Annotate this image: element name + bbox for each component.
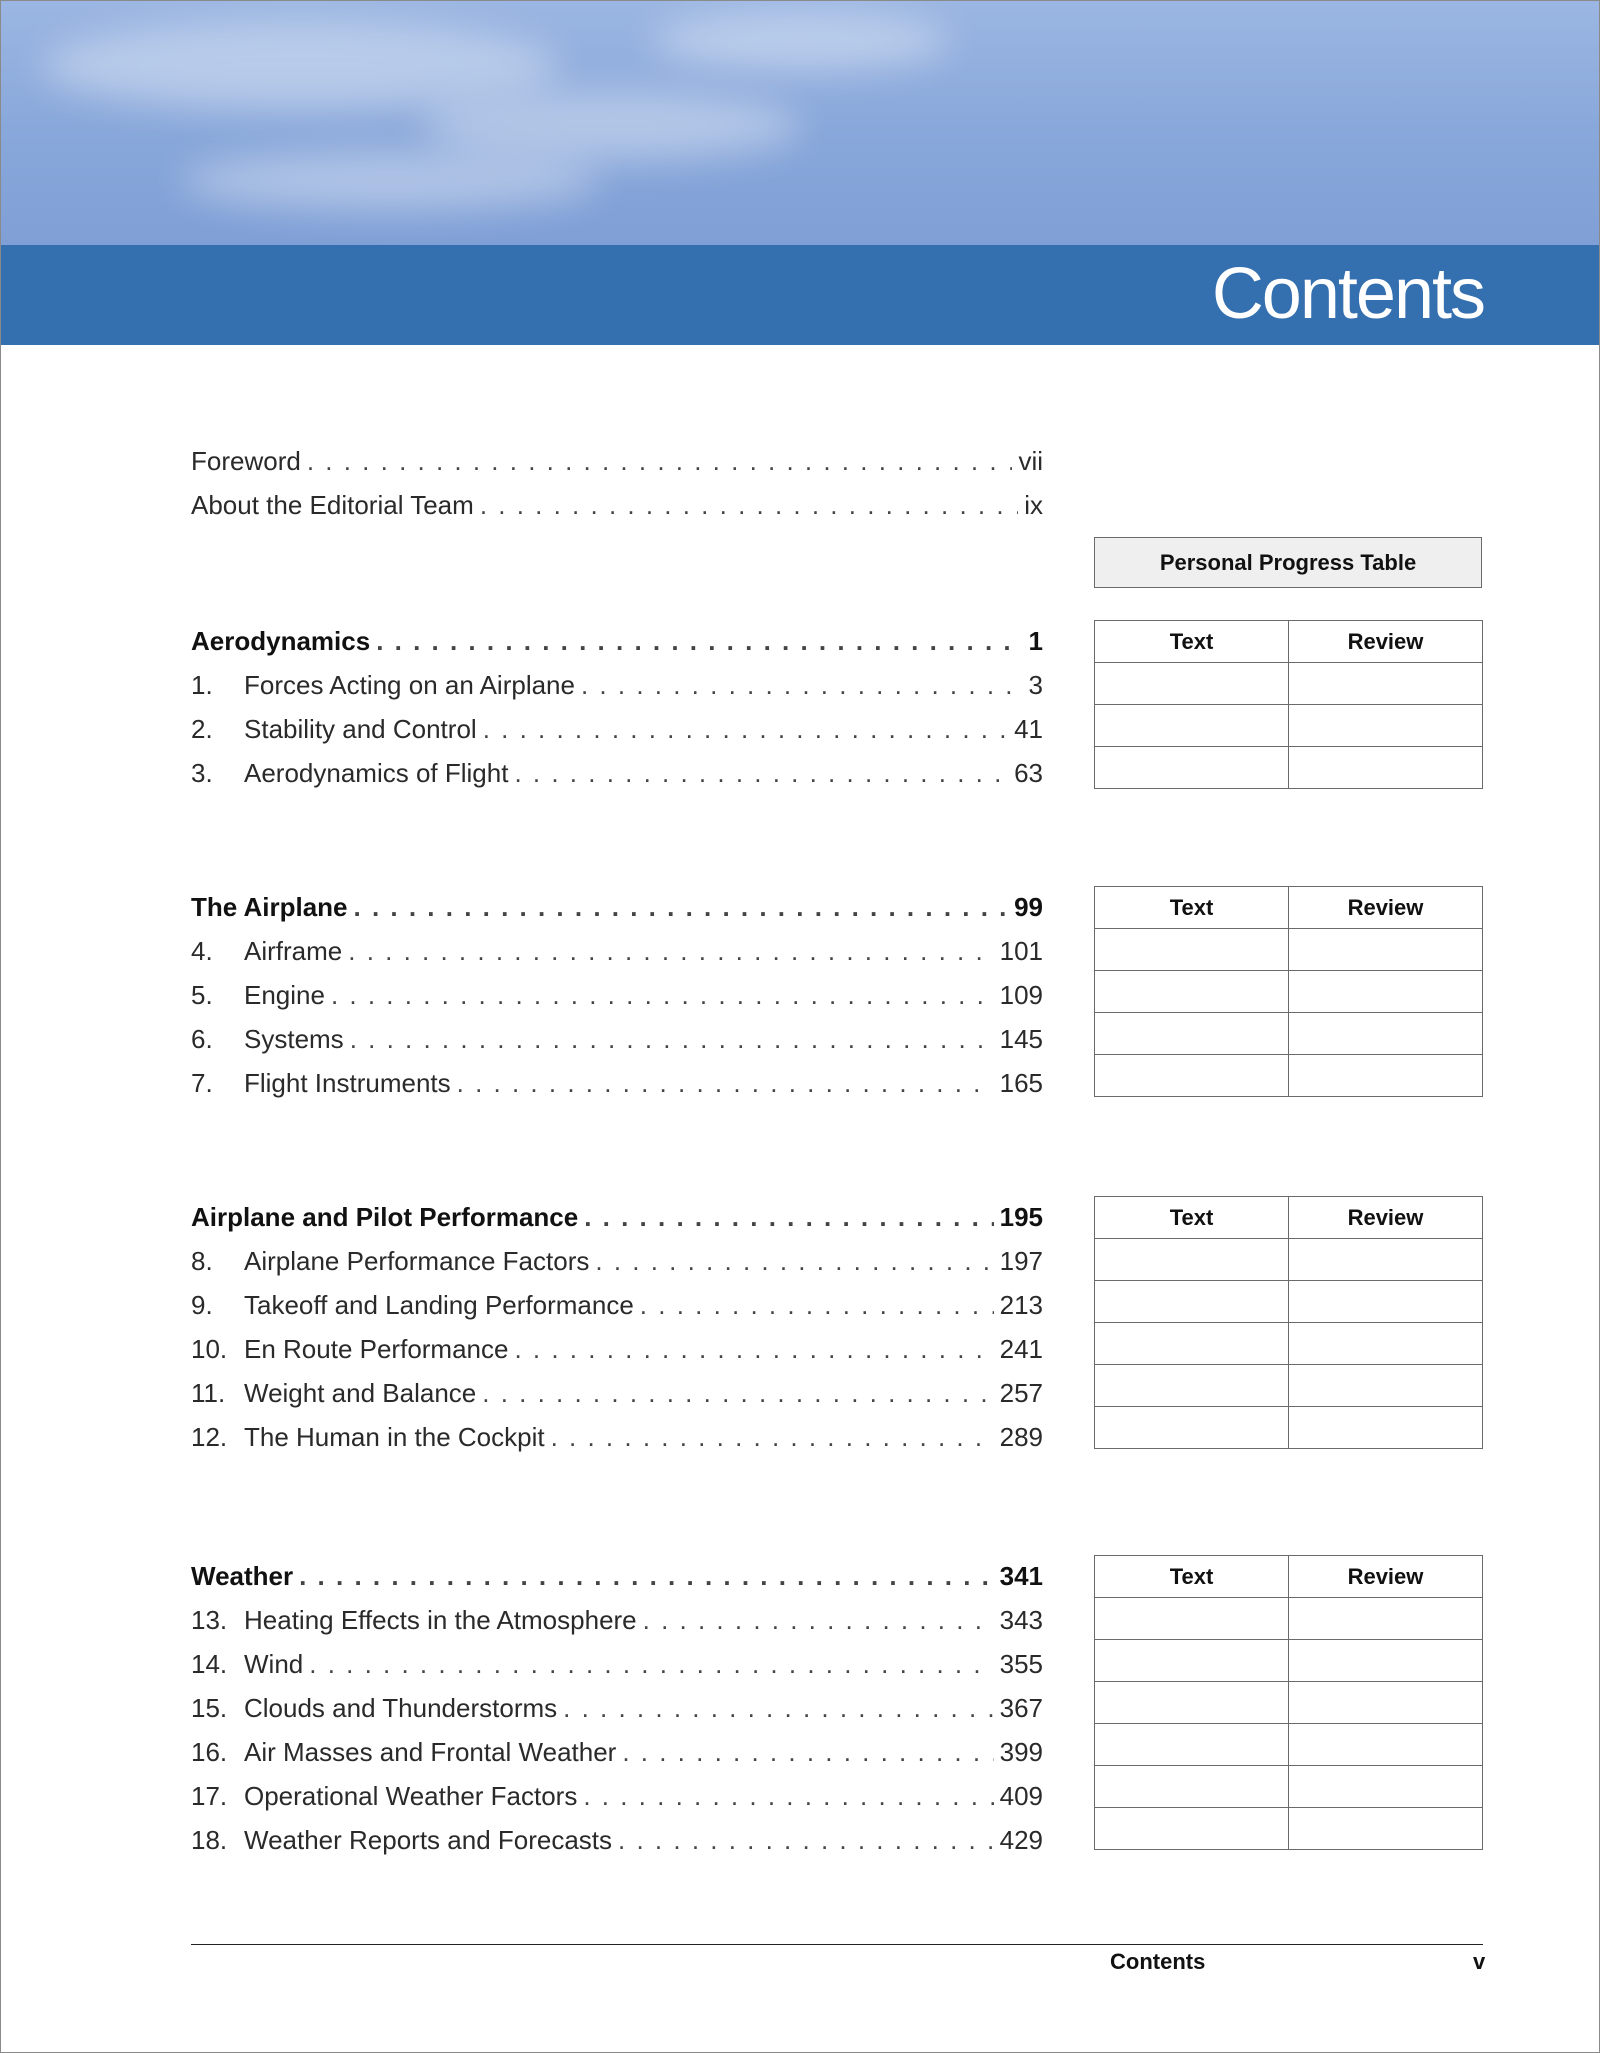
toc-part-page: 195 [999,1202,1043,1232]
progress-text-cell[interactable] [1095,1239,1289,1281]
progress-table-header [1095,887,1483,929]
toc-chapter-title: Weather Reports and Forecasts [244,1825,613,1855]
toc-entry-page: ix [1024,490,1043,520]
progress-table-row [1095,1640,1483,1682]
toc-chapter-entry[interactable] [191,1820,1043,1860]
toc-chapter-title: Systems [244,1024,344,1054]
toc-chapter-title: The Human in the Cockpit [244,1422,545,1452]
toc-chapter-page: 41 [1014,714,1043,744]
toc-chapter-number: 16. [191,1737,228,1767]
toc-chapter-number: 3. [191,758,213,788]
progress-text-cell[interactable] [1095,971,1289,1013]
toc-chapter-page: 289 [999,1422,1043,1452]
progress-col-review: Review [1289,1197,1483,1239]
progress-review-cell[interactable] [1289,1055,1483,1097]
toc-chapter-number: 18. [191,1825,228,1855]
toc-chapter-title: Forces Acting on an Airplane [244,670,575,700]
toc-part-heading[interactable] [191,1556,1043,1596]
progress-col-review: Review [1289,621,1483,663]
toc-chapter-page: 3 [1028,670,1043,700]
toc-chapter-page: 145 [999,1024,1043,1054]
toc-chapter-page: 355 [999,1649,1043,1679]
progress-review-cell[interactable] [1289,705,1483,747]
progress-col-review: Review [1289,887,1483,929]
page-title: Contents [1211,254,1484,334]
progress-text-cell[interactable] [1095,663,1289,705]
progress-review-cell[interactable] [1289,1323,1483,1365]
leader-dots [514,1329,993,1369]
footer-page-number: v [1473,1949,1486,1974]
leader-dots [584,1197,993,1237]
progress-table-row [1095,705,1483,747]
toc-chapter-entry[interactable] [191,975,1043,1015]
toc-chapter-number: 5. [191,980,213,1010]
toc-part-page: 341 [999,1561,1043,1591]
progress-table-row [1095,1013,1483,1055]
progress-table-row [1095,1281,1483,1323]
toc-chapter-entry[interactable] [191,1373,1043,1413]
toc-chapter-number: 4. [191,936,213,966]
progress-review-cell[interactable] [1289,1808,1483,1850]
progress-review-cell[interactable] [1289,1682,1483,1724]
toc-chapter-entry[interactable] [191,1241,1043,1281]
toc-chapter-page: 213 [999,1290,1043,1320]
toc-chapter-number: 12. [191,1422,228,1452]
progress-table-row [1095,1365,1483,1407]
progress-table-row [1095,1598,1483,1640]
progress-text-cell[interactable] [1095,1323,1289,1365]
toc-chapter-page: 197 [999,1246,1043,1276]
sky-header-image [1,1,1599,245]
progress-review-cell[interactable] [1289,971,1483,1013]
toc-entry-page: vii [1018,446,1043,476]
leader-dots [581,665,1023,705]
toc-chapter-page: 367 [999,1693,1043,1723]
leader-dots [350,1019,994,1059]
progress-text-cell[interactable] [1095,929,1289,971]
progress-review-cell[interactable] [1289,1407,1483,1449]
toc-chapter-title: Airframe [244,936,343,966]
toc-chapter-title: Takeoff and Landing Performance [244,1290,634,1320]
toc-chapter-page: 63 [1014,758,1043,788]
progress-text-cell[interactable] [1095,1055,1289,1097]
progress-text-cell[interactable] [1095,747,1289,789]
toc-part-title: The Airplane [191,892,348,922]
progress-table [1094,886,1483,1097]
toc-chapter-entry[interactable] [191,1417,1043,1457]
leader-dots [514,753,1008,793]
toc-chapter-page: 257 [999,1378,1043,1408]
toc-chapter-number: 1. [191,670,213,700]
leader-dots [643,1600,994,1640]
progress-text-cell[interactable] [1095,1013,1289,1055]
toc-chapter-page: 109 [999,980,1043,1010]
leader-dots [595,1241,993,1281]
toc-chapter-number: 13. [191,1605,228,1635]
progress-table-row [1095,1766,1483,1808]
leader-dots [482,1373,993,1413]
toc-chapter-number: 9. [191,1290,213,1320]
toc-chapter-entry[interactable] [191,709,1043,749]
progress-table-row [1095,1808,1483,1850]
progress-table-row [1095,663,1483,705]
title-banner [1,245,1599,345]
leader-dots [376,621,1022,661]
toc-chapter-entry[interactable] [191,1329,1043,1369]
toc-chapter-entry[interactable] [191,1644,1043,1684]
toc-chapter-number: 2. [191,714,213,744]
leader-dots [483,709,1008,749]
progress-table-header [1095,1556,1483,1598]
progress-table-row [1095,971,1483,1013]
progress-review-cell[interactable] [1289,1766,1483,1808]
progress-text-cell[interactable] [1095,1808,1289,1850]
toc-chapter-entry[interactable] [191,1776,1043,1816]
toc-chapter-title: Stability and Control [244,714,477,744]
toc-chapter-number: 10. [191,1334,228,1364]
progress-review-cell[interactable] [1289,663,1483,705]
toc-chapter-number: 11. [191,1378,226,1408]
toc-chapter-page: 429 [999,1825,1043,1855]
toc-chapter-title: Airplane Performance Factors [244,1246,590,1276]
toc-chapter-page: 241 [999,1334,1043,1364]
leader-dots [480,485,1018,525]
progress-text-cell[interactable] [1095,1281,1289,1323]
toc-chapter-title: Air Masses and Frontal Weather [244,1737,617,1767]
progress-table-row [1095,1682,1483,1724]
toc-chapter-number: 8. [191,1246,213,1276]
progress-table-row [1095,1724,1483,1766]
progress-text-cell[interactable] [1095,1365,1289,1407]
toc-chapter-number: 17. [191,1781,228,1811]
toc-part-heading[interactable] [191,621,1043,661]
progress-table-row [1095,1407,1483,1449]
progress-review-cell[interactable] [1289,1013,1483,1055]
progress-text-cell[interactable] [1095,705,1289,747]
progress-table [1094,1196,1483,1449]
toc-part-title: Weather [191,1561,294,1591]
toc-chapter-entry[interactable] [191,665,1043,705]
progress-review-cell[interactable] [1289,1724,1483,1766]
progress-text-cell[interactable] [1095,1598,1289,1640]
toc-chapter-entry[interactable] [191,1688,1043,1728]
toc-part-heading[interactable] [191,887,1043,927]
toc-chapter-entry[interactable] [191,1285,1043,1325]
progress-table-row [1095,747,1483,789]
toc-entry-editorial-team[interactable] [191,485,1043,525]
toc-chapter-title: Wind [244,1649,304,1679]
toc-chapter-entry[interactable] [191,753,1043,793]
progress-text-cell[interactable] [1095,1640,1289,1682]
toc-part-page: 99 [1014,892,1043,922]
progress-col-review: Review [1289,1556,1483,1598]
progress-table-header [1095,621,1483,663]
progress-review-cell[interactable] [1289,1640,1483,1682]
toc-part-title: Airplane and Pilot Performance [191,1202,579,1232]
toc-chapter-title: Weight and Balance [244,1378,477,1408]
progress-text-cell[interactable] [1095,1407,1289,1449]
toc-chapter-entry[interactable] [191,931,1043,971]
progress-review-cell[interactable] [1289,1239,1483,1281]
progress-col-text: Text [1095,1556,1289,1598]
leader-dots [551,1417,994,1457]
progress-table-row [1095,1239,1483,1281]
toc-chapter-title: Flight Instruments [244,1068,451,1098]
toc-chapter-title: Heating Effects in the Atmosphere [244,1605,637,1635]
progress-review-cell[interactable] [1289,929,1483,971]
toc-chapter-entry[interactable] [191,1063,1043,1103]
toc-chapter-number: 14. [191,1649,228,1679]
leader-dots [457,1063,994,1103]
toc-chapter-entry[interactable] [191,1732,1043,1772]
toc-chapter-page: 399 [999,1737,1043,1767]
progress-text-cell[interactable] [1095,1682,1289,1724]
toc-part-heading[interactable] [191,1197,1043,1237]
toc-chapter-entry[interactable] [191,1600,1043,1640]
progress-table-header [1095,1197,1483,1239]
leader-dots [307,441,1013,481]
progress-col-text: Text [1095,621,1289,663]
progress-col-text: Text [1095,887,1289,929]
leader-dots [348,931,993,971]
progress-review-cell[interactable] [1289,747,1483,789]
leader-dots [354,887,1009,927]
leader-dots [299,1556,994,1596]
progress-review-cell[interactable] [1289,1281,1483,1323]
leader-dots [640,1285,994,1325]
toc-chapter-page: 409 [999,1781,1043,1811]
leader-dots [618,1820,994,1860]
toc-chapter-number: 15. [191,1693,228,1723]
toc-chapter-entry[interactable] [191,1019,1043,1059]
leader-dots [309,1644,993,1684]
progress-review-cell[interactable] [1289,1598,1483,1640]
toc-entry-title: About the Editorial Team [191,490,474,520]
leader-dots [563,1688,993,1728]
progress-table-row [1095,1323,1483,1365]
toc-part-title: Aerodynamics [191,626,371,656]
progress-table [1094,1555,1483,1850]
progress-table-title: Personal Progress Table [1094,537,1482,588]
toc-part-page: 1 [1028,626,1043,656]
toc-chapter-title: En Route Performance [244,1334,509,1364]
progress-table-row [1095,929,1483,971]
toc-chapter-title: Engine [244,980,325,1010]
toc-chapter-number: 6. [191,1024,213,1054]
progress-review-cell[interactable] [1289,1365,1483,1407]
progress-text-cell[interactable] [1095,1766,1289,1808]
leader-dots [622,1732,993,1772]
toc-chapter-title: Clouds and Thunderstorms [244,1693,558,1723]
leader-dots [331,975,994,1015]
footer-label: Contents [1110,1949,1206,1974]
progress-table-row [1095,1055,1483,1097]
toc-chapter-page: 165 [999,1068,1043,1098]
toc-chapter-number: 7. [191,1068,213,1098]
toc-entry-title: Foreword [191,446,301,476]
progress-table [1094,620,1483,789]
toc-chapter-page: 101 [999,936,1043,966]
toc-chapter-page: 343 [999,1605,1043,1635]
toc-chapter-title: Aerodynamics of Flight [244,758,509,788]
leader-dots [583,1776,993,1816]
progress-col-text: Text [1095,1197,1289,1239]
toc-entry-foreword[interactable] [191,441,1043,481]
progress-text-cell[interactable] [1095,1724,1289,1766]
toc-chapter-title: Operational Weather Factors [244,1781,578,1811]
footer-rule [191,1944,1483,1945]
